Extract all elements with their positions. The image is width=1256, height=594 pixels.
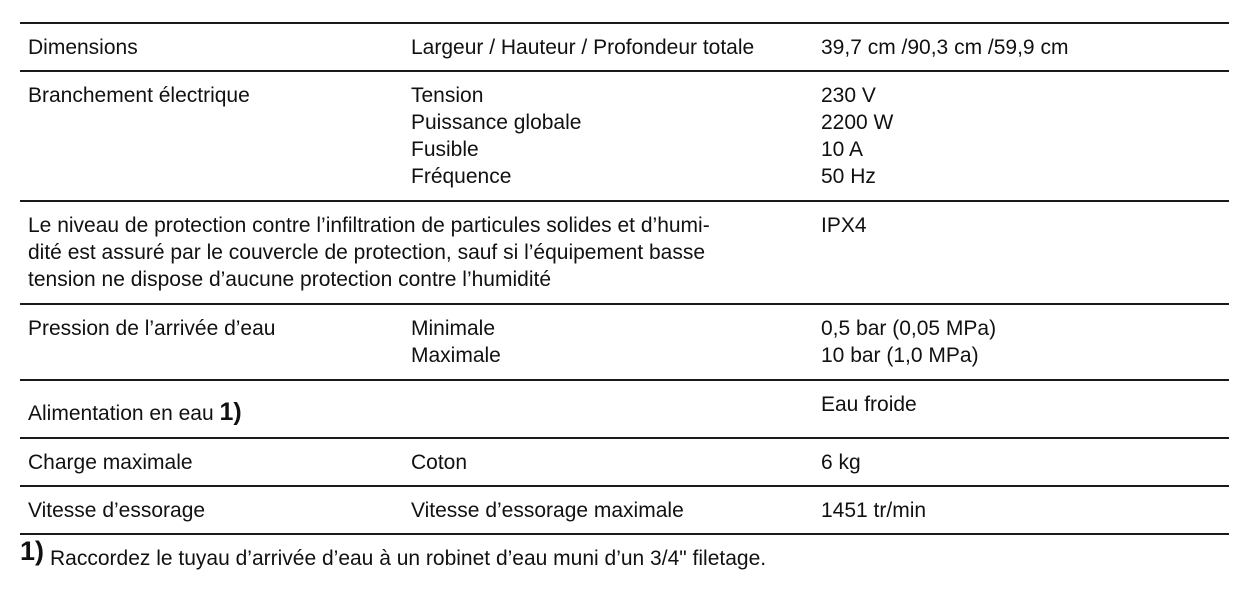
footnote (20, 536, 767, 572)
water-pressure-parameters (411, 315, 501, 369)
electrical-label: Branchement électrique (28, 84, 250, 107)
table-row-electrical (20, 72, 1229, 202)
water-supply-label: Alimentation en eau (28, 402, 214, 425)
electrical-values (821, 82, 893, 190)
protection-value: IPX4 (821, 214, 867, 237)
max-load-value: 6 kg (821, 451, 861, 474)
protection-text-line: dité est assuré par le couvercle de protection, sauf si l’équipement basse (28, 241, 706, 264)
electrical-parameter: Fréquence (411, 165, 512, 188)
protection-text-line: Le niveau de protection contre l’infiltration de particules solides et d’humi- (28, 214, 710, 237)
table-row-water-supply (20, 381, 1229, 439)
max-load-parameter: Coton (411, 451, 468, 474)
footnote-reference-marker: 1) (219, 398, 242, 426)
electrical-value: 50 Hz (821, 165, 876, 188)
electrical-parameter: Fusible (411, 138, 479, 161)
table-row-max-load (20, 439, 1229, 487)
water-pressure-value: 0,5 bar (0,05 MPa) (821, 317, 997, 340)
table-row-water-pressure (20, 305, 1229, 381)
specifications-table (20, 22, 1229, 535)
electrical-parameter: Tension (411, 84, 484, 107)
dimensions-parameter: Largeur / Hauteur / Profondeur totale (411, 36, 755, 59)
electrical-value: 2200 W (821, 111, 894, 134)
electrical-parameter: Puissance globale (411, 111, 582, 134)
water-supply-label-group (28, 399, 242, 427)
water-pressure-parameter: Minimale (411, 317, 496, 340)
spin-speed-value: 1451 tr/min (821, 499, 927, 522)
protection-text-line: tension ne dispose d’aucune protection contre l’humidité (28, 268, 552, 291)
table-row-spin-speed (20, 487, 1229, 535)
electrical-value: 230 V (821, 84, 876, 107)
water-pressure-values (821, 315, 996, 369)
electrical-parameters (411, 82, 581, 190)
dimensions-label: Dimensions (28, 36, 138, 59)
dimensions-value: 39,7 cm /90,3 cm /59,9 cm (821, 36, 1069, 59)
water-pressure-parameter: Maximale (411, 344, 501, 367)
spin-speed-parameter: Vitesse d’essorage maximale (411, 499, 684, 522)
water-pressure-value: 10 bar (1,0 MPa) (821, 344, 979, 367)
spin-speed-label: Vitesse d’essorage (28, 499, 206, 522)
water-pressure-label: Pression de l’arrivée d’eau (28, 317, 276, 340)
max-load-label: Charge maximale (28, 451, 193, 474)
table-row-protection (20, 202, 1229, 305)
table-row-dimensions (20, 24, 1229, 72)
electrical-value: 10 A (821, 138, 864, 161)
water-supply-value: Eau froide (821, 393, 917, 416)
footnote-text: Raccordez le tuyau d’arrivée d’eau à un robinet d’eau muni d’un 3/4" filetage. (50, 547, 767, 570)
footnote-marker: 1) (20, 536, 45, 566)
protection-description (28, 212, 710, 293)
